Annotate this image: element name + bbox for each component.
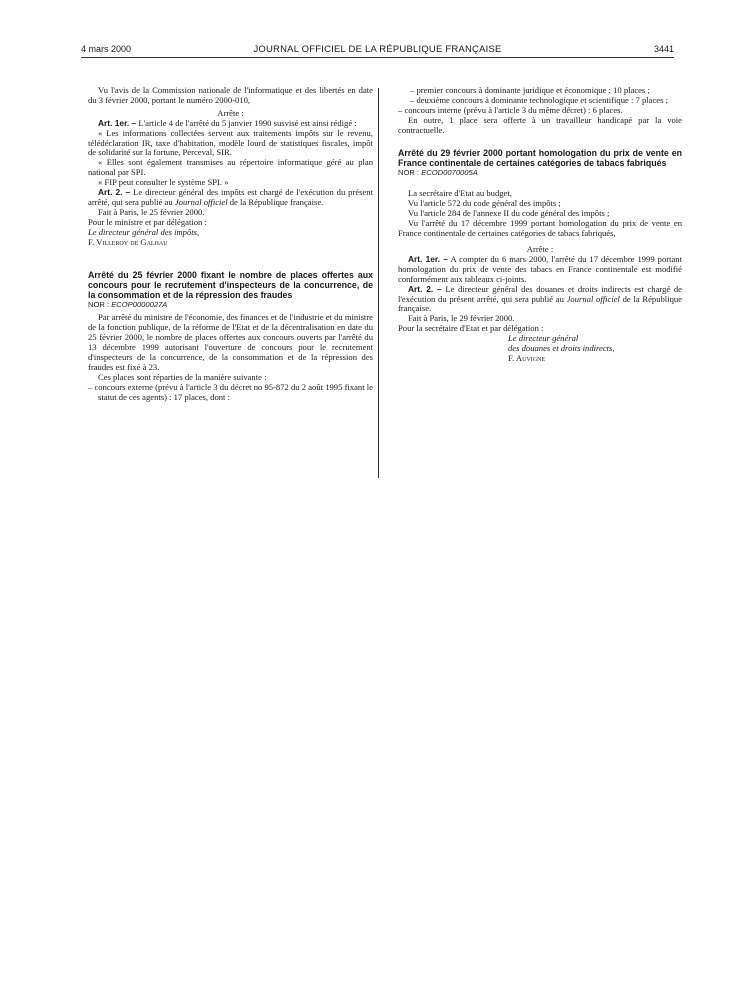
nor-reference-1: NOR : ECOP0000027A xyxy=(88,299,168,309)
journal-officiel-ref-2: Journal officiel xyxy=(566,293,620,304)
signature-2-line-1: Pour la secrétaire d'Etat et par délégation : xyxy=(398,323,544,334)
signature-line-1: Pour le ministre et par délégation : xyxy=(88,216,207,227)
right-column xyxy=(398,86,682,364)
article-1-b-text: A compter du 6 mars 2000, l'arrêté du 17 décembre 1999 portant homologation du prix de vente des tabacs en France continentale est modifié conformément aux tableaux ci-joints. xyxy=(398,253,682,284)
article-2-b xyxy=(398,285,682,315)
article-1-b xyxy=(398,255,682,285)
signature-2-name: F. Auvigne xyxy=(508,352,546,363)
list-item-premier-concours: – premier concours à dominante juridique et économique : 10 places ; xyxy=(410,85,650,95)
list-item-deuxieme-concours: – deuxième concours à dominante technologique et scientifique : 7 places ; xyxy=(410,94,668,105)
decree-title-1: Arrêté du 25 février 2000 fixant le nombre de places offertes aux concours pour le recrutement d'inspecteurs de la concurrence, de la consommation et de la répression des fraudes xyxy=(88,269,373,300)
arrete-heading: Arrête : xyxy=(217,107,244,118)
column-divider xyxy=(378,88,379,478)
article-1-b-label: Art. 1er. – xyxy=(408,253,448,264)
article-2-b-text-a: Le directeur général des douanes et droits indirects est chargé de l'exécution du présent arrêté, qui sera publié au xyxy=(398,283,682,304)
secretaire-line: La secrétaire d'Etat au budget, xyxy=(408,188,512,199)
signature-line-2: Le directeur général des impôts, xyxy=(88,226,200,237)
header-rule xyxy=(81,57,674,58)
page-number: 3441 xyxy=(653,44,674,54)
journal-officiel-ref: Journal officiel xyxy=(174,196,228,207)
arrete-heading-2: Arrête : xyxy=(526,243,554,254)
decree-title-2: Arrêté du 29 février 2000 portant homologation du prix de vente en France continentale de certaines catégories de tabacs fabriqués xyxy=(398,147,682,168)
issue-date: 4 mars 2000 xyxy=(81,44,132,54)
signature-name: F. Villeroy de Galhau xyxy=(88,236,168,247)
article-2-b-label: Art. 2. – xyxy=(408,283,442,294)
signature-2-line-2: Le directeur général xyxy=(508,333,579,344)
intro-paragraph: Vu l'avis de la Commission nationale de l'informatique et des libertés en date du 3 février 2000, portant le numéro 2000-010, xyxy=(88,85,373,105)
list-item-concours-externe: – concours externe (prévu à l'article 3 du décret no 95-872 du 2 août 1995 fixant le statut de ces agents) : 17 places, dont : xyxy=(88,381,373,402)
decree-body-1: Par arrêté du ministre de l'économie, des finances et de l'industrie et du ministre de la fonction publique, de la réforme de l'Etat et de la décentralisation en date du 25 février 2000, le nombre de places offertes aux concours ouverts par l'arrêté du 13 décembre 1999 autorisant l'ouverture de concours pour le recrutement d'inspecteurs de la concurrence, de la consommation et de la répression des fraudes est fixé à 23. xyxy=(88,312,373,372)
article-1-label: Art. 1er. – xyxy=(98,117,137,128)
handicap-paragraph: En outre, 1 place sera offerte à un travailleur handicapé par la voie contractuelle. xyxy=(398,114,682,135)
nor-code-2: ECOD0070005A xyxy=(421,167,478,177)
vu-arrete-17-decembre: Vu l'arrêté du 17 décembre 1999 portant homologation du prix de vente en France continentale de certaines catégories de tabacs fabriqués, xyxy=(398,218,682,239)
repartition-intro: Ces places sont réparties de la manière suivante : xyxy=(98,371,267,382)
journal-title: JOURNAL OFFICIEL DE LA RÉPUBLIQUE FRANÇAISE xyxy=(253,44,502,55)
quote-paragraph-3: « FIP peut consulter le système SPI. » xyxy=(98,177,229,188)
quote-paragraph-2: « Elles sont également transmises au répertoire informatique géré au plan national par SPI. xyxy=(88,157,373,178)
article-1-text: L'article 4 de l'arrêté du 5 janvier 1990 susvisé est ainsi rédigé : xyxy=(136,117,357,128)
nor-code-1: ECOP0000027A xyxy=(111,299,168,309)
vu-article-572: Vu l'article 572 du code général des impôts ; xyxy=(408,198,561,209)
article-2-text-a: Le directeur général des impôts est chargé de l'exécution du présent arrêté, qui sera publié au xyxy=(88,187,373,207)
article-2-b-text-b: de la République française. xyxy=(398,293,682,314)
article-2 xyxy=(88,188,373,208)
article-2-label: Art. 2. – xyxy=(98,187,131,198)
fait-a-paris-2: Fait à Paris, le 29 février 2000. xyxy=(408,313,515,324)
vu-article-284: Vu l'article 284 de l'annexe II du code général des impôts ; xyxy=(408,208,610,219)
page-header xyxy=(81,44,674,58)
fait-a-paris: Fait à Paris, le 25 février 2000. xyxy=(98,206,205,217)
quote-paragraph-1: « Les informations collectées servent aux traitements impôts sur le revenu, télédéclaration IR, taxe d'habitation, modèle lourd de statistiques fiscales, impôt de solidarité sur la fortune, Perceval, SIR. xyxy=(88,127,373,158)
article-2-text-b: de la République française. xyxy=(227,196,324,207)
list-item-concours-interne: – concours interne (prévu à l'article 3 du même décret) : 6 places. xyxy=(398,104,623,115)
left-column xyxy=(88,86,373,403)
nor-reference-2: NOR : ECOD0070005A xyxy=(398,167,478,177)
signature-2-line-3: des douanes et droits indirects, xyxy=(508,343,615,354)
